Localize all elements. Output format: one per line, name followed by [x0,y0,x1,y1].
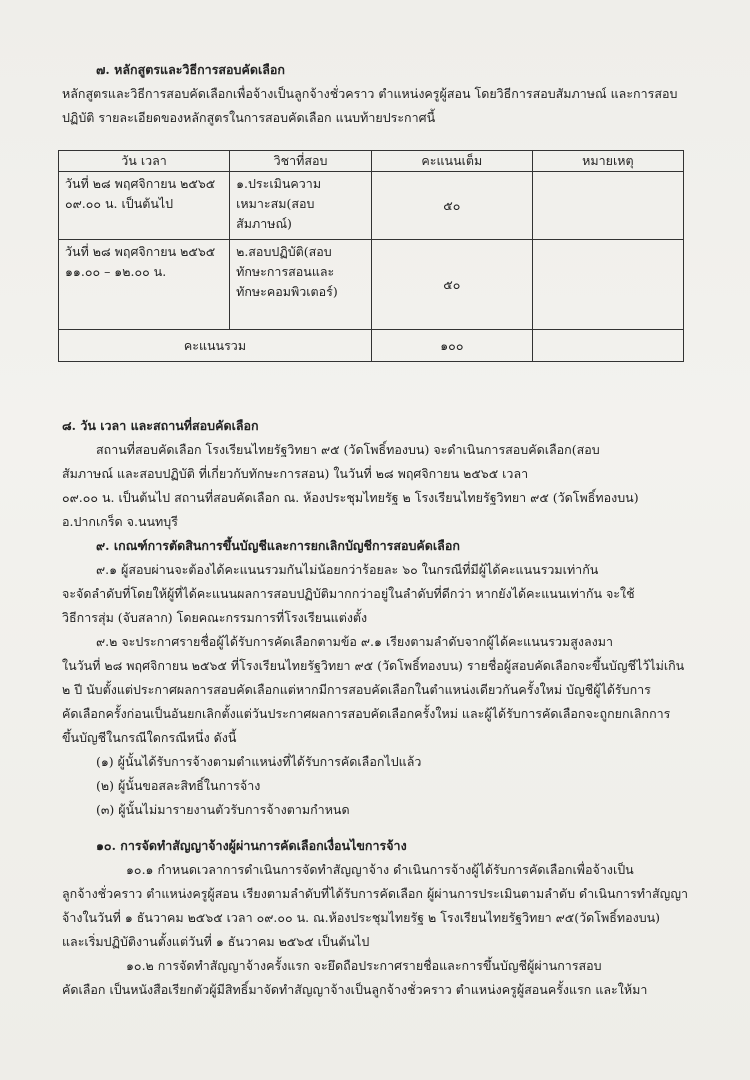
subject-line: สัมภาษณ์) [236,216,292,231]
datetime-cell [59,172,230,240]
subject-line: ๒.สอบปฏิบัติ(สอบ [236,244,332,259]
total-score: ๑๐๐ [371,330,532,362]
table-total-row [59,330,684,362]
cancel-condition-item: (๓) ผู้นั้นไม่มารายงานตัวรับการจ้างตามกำหนด [96,802,350,817]
section-8-heading: ๘. วัน เวลา และสถานที่สอบคัดเลือก [62,418,259,433]
cancel-condition-item: (๒) ผู้นั้นขอสละสิทธิ์ในการจ้าง [96,778,261,793]
remark-cell [532,172,683,240]
section-7-line: ปฏิบัติ รายละเอียดของหลักสูตรในการสอบคัดเลือก แนบท้ายประกาศนี้ [62,110,436,125]
header-remark: หมายเหตุ [532,151,683,172]
header-full-score: คะแนนเต็ม [371,151,532,172]
section-9-2-line: คัดเลือกครั้งก่อนเป็นอันยกเลิกตั้งแต่วันประกาศผลการสอบคัดเลือกครั้งใหม่ และผู้ได้รับการคัดเลือกจะถูกยกเลิกการ [62,706,671,721]
section-10-2-line: คัดเลือก เป็นหนังสือเรียกตัวผู้มีสิทธิ์มาจัดทำสัญญาจ้างเป็นลูกจ้างชั่วคราว ตำแหน่งครูผู้สอนครั้งแรก และให้มา [62,982,648,997]
section-8-line: ๐๙.๐๐ น. เป็นต้นไป สถานที่สอบคัดเลือก ณ. ห้องประชุมไทยรัฐ ๒ โรงเรียนไทยรัฐวิทยา ๙๕ (วัดโพธิ์ทองบน) [62,490,639,505]
section-10-1-line: ๑๐.๑ กำหนดเวลาการดำเนินการจัดทำสัญญาจ้าง ดำเนินการจ้างผู้ได้รับการคัดเลือกเพื่อจ้างเป็น [126,862,634,877]
section-10-2-line: ๑๐.๒ การจัดทำสัญญาจ้างครั้งแรก จะยึดถือประกาศรายชื่อและการขึ้นบัญชีผู้ผ่านการสอบ [126,958,602,973]
total-label: คะแนนรวม [59,330,372,362]
header-datetime: วัน เวลา [59,151,230,172]
section-10-1-line: และเริ่มปฏิบัติงานตั้งแต่วันที่ ๑ ธันวาคม ๒๕๖๕ เป็นต้นไป [62,934,370,949]
section-7-line: หลักสูตรและวิธีการสอบคัดเลือกเพื่อจ้างเป็นลูกจ้างชั่วคราว ตำแหน่งครูผู้สอน โดยวิธีการสอบสัมภาษณ์ และการสอบ [62,86,678,101]
datetime-cell [59,240,230,330]
score-cell: ๕๐ [371,172,532,240]
section-9-2-line: ขึ้นบัญชีในกรณีใดกรณีหนึ่ง ดังนี้ [62,730,237,745]
section-8-line: สัมภาษณ์ และสอบปฏิบัติ ที่เกี่ยวกับทักษะการสอน) ในวันที่ ๒๘ พฤศจิกายน ๒๕๖๕ เวลา [62,466,529,481]
section-9-2-line: ๙.๒ จะประกาศรายชื่อผู้ได้รับการคัดเลือกตามข้อ ๙.๑ เรียงตามลำดับจากผู้ได้คะแนนรวมสูงลงมา [96,634,614,649]
section-8-line: อ.ปากเกร็ด จ.นนทบุรี [62,514,178,529]
score-cell: ๕๐ [371,240,532,330]
datetime-line: วันที่ ๒๘ พฤศจิกายน ๒๕๖๕ [65,244,216,259]
section-7-heading: ๗. หลักสูตรและวิธีการสอบคัดเลือก [96,62,285,77]
section-10-1-line: จ้างในวันที่ ๑ ธันวาคม ๒๕๖๕ เวลา ๐๙.๐๐ น. ณ.ห้องประชุมไทยรัฐ ๒ โรงเรียนไทยรัฐวิทยา ๙๕(วัดโพธิ์ทองบน) [62,910,661,925]
datetime-line: ๑๑.๐๐ – ๑๒.๐๐ น. [65,264,167,279]
remark-cell [532,240,683,330]
datetime-line: ๐๙.๐๐ น. เป็นต้นไป [65,196,174,211]
section-9-2-line: ๒ ปี นับตั้งแต่ประกาศผลการสอบคัดเลือกแต่หากมีการสอบคัดเลือกในตำแหน่งเดียวกันครั้งใหม่ บัญชีผู้ได้รับการ [62,682,651,697]
section-9-2-line: ในวันที่ ๒๘ พฤศจิกายน ๒๕๖๕ ที่โรงเรียนไทยรัฐวิทยา ๙๕ (วัดโพธิ์ทองบน) รายชื่อผู้สอบคัดเลือกจะขึ้นบัญชีไว้ไม่เกิน [62,658,685,673]
subject-cell [230,172,372,240]
table-header-row [59,151,684,172]
subject-cell [230,240,372,330]
section-9-1-line: ๙.๑ ผู้สอบผ่านจะต้องได้คะแนนรวมกันไม่น้อยกว่าร้อยละ ๖๐ ในกรณีที่มีผู้ได้คะแนนรวมเท่ากัน [96,562,599,577]
subject-line: เหมาะสม(สอบ [236,196,315,211]
subject-line: ทักษะคอมพิวเตอร์) [236,284,338,299]
table-row [59,172,684,240]
section-9-heading: ๙. เกณฑ์การตัดสินการขึ้นบัญชีและการยกเลิกบัญชีการสอบคัดเลือก [96,538,460,553]
table-row [59,240,684,330]
total-remark [532,330,683,362]
section-10-1-line: ลูกจ้างชั่วคราว ตำแหน่งครูผู้สอน เรียงตามลำดับที่ได้รับการคัดเลือก ผู้ผ่านการประเมินตามลำดับ ดำเนินการทำสัญญา [62,886,689,901]
section-10-heading: ๑๐. การจัดทำสัญญาจ้างผู้ผ่านการคัดเลือกเงื่อนไขการจ้าง [96,838,407,853]
subject-line: ทักษะการสอนและ [236,264,335,279]
section-8-line: สถานที่สอบคัดเลือก โรงเรียนไทยรัฐวิทยา ๙๕ (วัดโพธิ์ทองบน) จะดำเนินการสอบคัดเลือก(สอบ [96,442,600,457]
section-9-1-line: จะจัดลำดับที่โดยให้ผู้ที่ได้คะแนนผลการสอบปฏิบัติมากกว่าอยู่ในลำดับที่ดีกว่า หากยังได้คะแนนเท่ากัน จะใช้ [62,586,635,601]
header-subject: วิชาที่สอบ [230,151,372,172]
datetime-line: วันที่ ๒๘ พฤศจิกายน ๒๕๖๕ [65,176,216,191]
subject-line: ๑.ประเมินความ [236,176,322,191]
cancel-condition-item: (๑) ผู้นั้นได้รับการจ้างตามตำแหน่งที่ได้รับการคัดเลือกไปแล้ว [96,754,422,769]
exam-schedule-table [58,150,684,362]
section-9-1-line: วิธีการสุ่ม (จับสลาก) โดยคณะกรรมการที่โรงเรียนแต่งตั้ง [62,610,368,625]
